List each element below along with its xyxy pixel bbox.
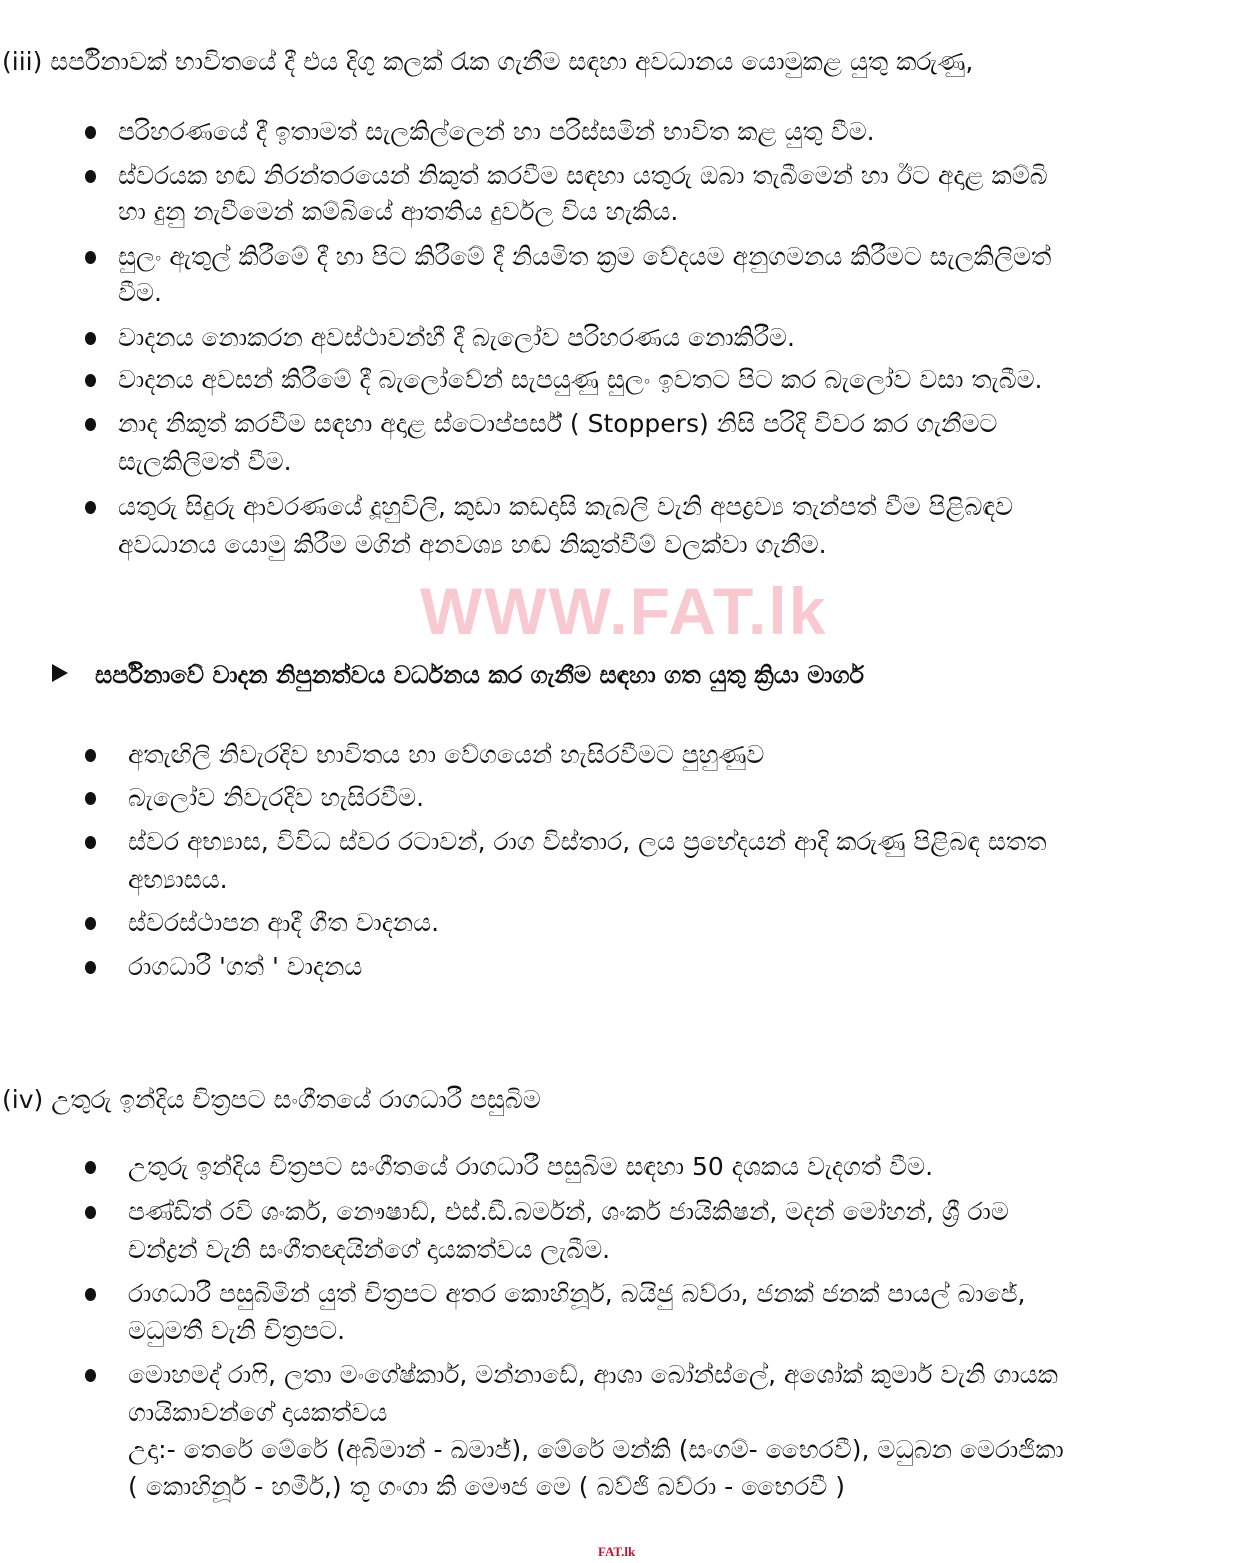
list-item-line: ස්වරස්ථාපන ආදී ගීත වාදනය. (128, 908, 440, 937)
section-iii-heading: (iii) සර්පිනාවක් භාවිතයේ දී එය දිගු කලක් රැක ගැනීම සඳහා අවධානය යොමුකළ යුතු කරුණු, (2, 47, 974, 76)
list-item-line: චන්ද්‍රන් වැනි සංගීතඥයින්ගේ දායකත්වය ලැබීම. (128, 1235, 611, 1264)
bullet-icon (85, 749, 96, 762)
list-item-line: උදා:- තෙරේ මේරේ (අබිමාන් - ඛමාජ්), මේරේ මන්කි (සංගම්- භෛරවී), මධුබන මෙරාජිකා (128, 1435, 1064, 1464)
list-item-line: වාදනය නොකරන අවස්ථාවන්හී දී බැලෝව පරිහරණය නොකිරීම. (118, 323, 795, 352)
list-item-line: ස්වර අභ්‍යාස, විවිධ ස්වර රටාවන්, රාග විස්තාර, ලය ප්‍රභේදයන් ආදි කරුණු පිළිබඳ සතත (128, 827, 1047, 856)
list-item-line: නාද නිකුත් කරවීම සඳහා අදාළ ස්ටොප්පර්ස් ( Stoppers) නිසි පරිදි විවර කර ගැනීමට (118, 409, 998, 438)
bullet-icon (85, 1206, 96, 1219)
list-item-line: ගායිකාවන්ගේ දායකත්වය (128, 1398, 388, 1427)
list-item-line: අභ්‍යාසය. (128, 865, 228, 894)
list-item-line: අවධානය යොමු කිරීම මගින් අනවශ්‍ය හඬ නිකුත්වීම් වලක්වා ගැනීම. (118, 530, 827, 559)
bullet-icon (85, 501, 96, 514)
bullet-icon (85, 792, 96, 805)
skills-heading: සර්පිනාවේ වාදන නිපුනත්වය වර්ධනය කර ගැනීම සඳහා ගත යුතු ක්‍රියා මාර්ග (95, 661, 865, 689)
list-item-line: රාගධාරී පසුබිමින් යුත් චිත්‍රපට අතර කොහිනූර්, බයිජු බව්රා, ජනක් ජනක් පායල් බාජේ, (128, 1279, 1026, 1308)
list-item-line: වීම. (118, 278, 162, 307)
list-item-line: සැලකිලිමත් වීම. (118, 447, 292, 476)
list-item-line: මධුමතී වැනි චිත්‍රපට. (128, 1316, 346, 1345)
bullet-icon (85, 332, 96, 345)
list-item-line: සුලං ඇතුල් කිරීමේ දී හා පිට කිරීමේ දී නියමිත ක්‍රම වේදයම අනුගමනය කිරීමට සැලකිලිමත් (118, 242, 1052, 271)
list-item-line: අතැඟිලි නිවැරදිව භාවිතය හා වේගයෙන් හැසිරවීමට පුහුණුව (128, 740, 765, 769)
list-item-line: පරිහරණයේ දී ඉතාමත් සැලකිල්ලෙන් හා පරිස්සමින් භාවිත කළ යුතු වීම. (118, 117, 875, 146)
watermark: WWW.FAT.lk (420, 574, 828, 648)
list-item-line: උතුරු ඉන්දිය චිත්‍රපට සංගීතයේ රාගධාරී පසුබිම සඳහා 50 දශකය වැදගත් වීම. (128, 1152, 934, 1181)
bullet-icon (85, 836, 96, 849)
bullet-icon (85, 418, 96, 431)
list-item-line: බැලෝව නිවැරදිව හැසිරවීම. (128, 783, 425, 812)
list-item-line: හා දුනු නැවීමෙන් කම්බියේ ආතතිය දුර්වල විය හැකිය. (118, 197, 679, 226)
bullet-icon (85, 251, 96, 264)
footer-brand: FAT.lk (598, 1544, 636, 1559)
list-item-line: ස්වරයක හඬ නිරන්තරයෙන් නිකුත් කරවීම සඳහා යතුරු ඔබා තැබීමෙන් හා ඊට අදාළ කම්බි (118, 161, 1048, 190)
bullet-icon (85, 1369, 96, 1382)
list-item-line: ( කොහිනූර් - හමීර්,) තූ ගංගා කි මෞජ මෙ ( බව්ජි බව්රා - භෛරවී ) (128, 1472, 846, 1501)
list-item-line: වාදනය අවසන් කිරීමේ දී බැලෝවේන් සැපයුණු සුලං ඉවතට පිට කර බැලෝව වසා තැබීම. (118, 365, 1043, 394)
bullet-icon (85, 170, 96, 183)
list-item-line: පණ්ඩිත් රවි ශංකර්, නෞෂාඩ්, එස්.ඩී.බර්මන්, ශංකර් ජායිකිෂන්, මදන් මෝහන්, ශ්‍රී රාම (128, 1197, 1009, 1226)
arrow-bullet-icon (52, 664, 68, 682)
bullet-icon (85, 917, 96, 930)
list-item-line: මොහමද් රාෆි, ලතා මංගේෂ්කාර්, මන්නාඩේ, ආශා බෝන්ස්ලේ, අශෝක් කුමාර් වැනි ගායක (128, 1360, 1058, 1389)
bullet-icon (85, 126, 96, 139)
bullet-icon (85, 1161, 96, 1174)
section-iv-heading: (iv) උතුරු ඉන්දිය චිත්‍රපට සංගීතයේ රාගධාරී පසුබිම (2, 1085, 541, 1114)
bullet-icon (85, 374, 96, 387)
bullet-icon (85, 1288, 96, 1301)
list-item-line: රාගධාරී 'ගත් ' වාදනය (128, 952, 363, 981)
bullet-icon (85, 961, 96, 974)
list-item-line: යතුරු සිදුරු ආවරණයේ දූහුවිලි, කුඩා කඩදාසි කැබලි වැනි අපද්‍රව්‍ය තැන්පත් වීම පිළිබඳව (118, 492, 1014, 521)
